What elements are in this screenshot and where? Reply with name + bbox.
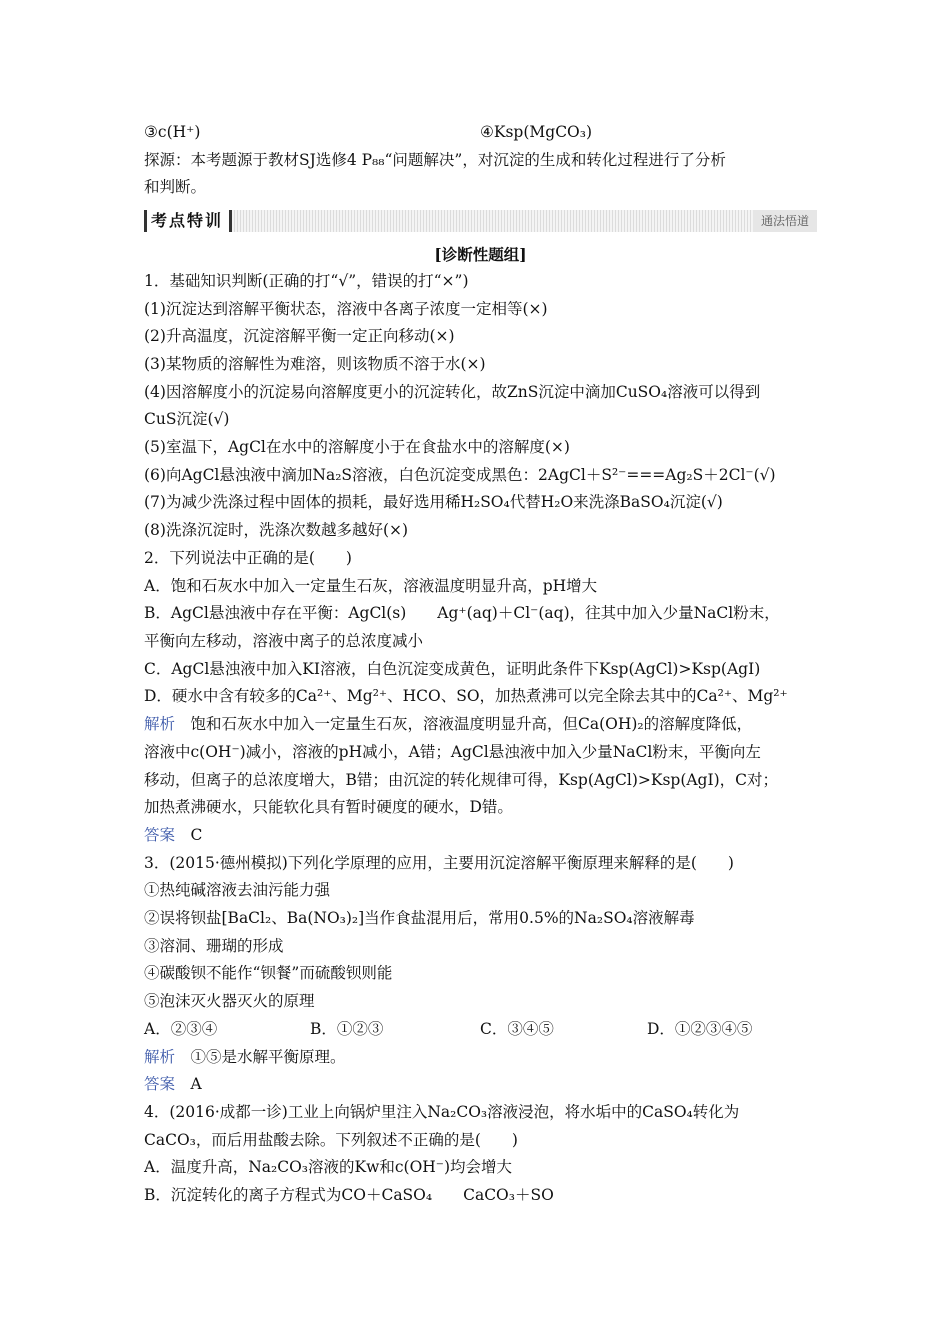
q3-option-b: B．①②③ xyxy=(310,1020,384,1038)
q3-answer-value: A xyxy=(175,1075,202,1093)
q3-option-a: A．②③④ xyxy=(144,1020,218,1038)
q2-option-c: C．AgCl悬浊液中加入KI溶液，白色沉淀变成黄色，证明此条件下Ksp(AgCl)>Ksp(AgI) xyxy=(144,660,761,678)
answer-label: 答案 xyxy=(144,826,176,844)
q3-item-2: ②误将钡盐[BaCl₂、Ba(NO₃)₂]当作食盐混用后，常用0.5%的Na₂SO₄溶液解毒 xyxy=(144,909,695,927)
q2-option-b: B．AgCl悬浊液中存在平衡：AgCl(s) Ag⁺(aq)＋Cl⁻(aq)，往其中加入少量NaCl粉末， xyxy=(144,604,780,622)
q1-item-2: (2)升高温度，沉淀溶解平衡一定正向移动(×) xyxy=(144,327,455,345)
q1-item-3: (3)某物质的溶解性为难溶，则该物质不溶于水(×) xyxy=(144,355,486,373)
q2-analysis-line-3: 移动，但离子的总浓度增大，B错；由沉淀的转化规律可得，Ksp(AgCl)>Ksp(AgI)，C对； xyxy=(144,771,779,789)
q3-answer xyxy=(144,1074,202,1094)
q4-stem-line-2: CaCO₃，而后用盐酸去除。下列叙述不正确的是( ) xyxy=(144,1131,518,1149)
q1-item-1: (1)沉淀达到溶解平衡状态，溶液中各离子浓度一定相等(×) xyxy=(144,300,548,318)
q3-option-d: D．①②③④⑤ xyxy=(647,1020,753,1038)
q2-option-a: A．饱和石灰水中加入一定量生石灰，溶液温度明显升高，pH增大 xyxy=(144,577,598,595)
section-right-label: 通法悟道 xyxy=(753,210,817,232)
q1-item-7: (7)为减少洗涤过程中固体的损耗，最好选用稀H₂SO₄代替H₂O来洗涤BaSO₄沉淀(√) xyxy=(144,493,723,511)
q2-analysis-line-1 xyxy=(144,714,752,734)
q4-option-b: B．沉淀转化的离子方程式为CO＋CaSO₄ CaCO₃＋SO xyxy=(144,1186,554,1204)
q4-option-a: A．温度升高，Na₂CO₃溶液的Kw和c(OH⁻)均会增大 xyxy=(144,1158,513,1176)
q1-item-8: (8)洗涤沉淀时，洗涤次数越多越好(×) xyxy=(144,521,409,539)
q2-option-d: D．硬水中含有较多的Ca²⁺、Mg²⁺、HCO、SO，加热煮沸可以完全除去其中的Ca²⁺、Mg²⁺ xyxy=(144,687,788,705)
section-title: 考点特训 xyxy=(144,210,232,232)
q1-item-4: (4)因溶解度小的沉淀易向溶解度更小的沉淀转化，故ZnS沉淀中滴加CuSO₄溶液可以得到 xyxy=(144,383,761,401)
source-line-2: 和判断。 xyxy=(144,178,207,196)
q3-analysis-text: ①⑤是水解平衡原理。 xyxy=(175,1048,346,1066)
q3-item-4: ④碳酸钡不能作“钡餐”而硫酸钡则能 xyxy=(144,964,393,982)
q3-item-5: ⑤泡沫灭火器灭火的原理 xyxy=(144,992,315,1010)
q2-stem: 2．下列说法中正确的是( ) xyxy=(144,549,352,567)
q1-stem: 1．基础知识判断(正确的打“√”，错误的打“×”) xyxy=(144,272,469,290)
answer-label: 答案 xyxy=(144,1075,176,1093)
q2-analysis-text: 饱和石灰水中加入一定量生石灰，溶液温度明显升高，但Ca(OH)₂的溶解度降低， xyxy=(175,715,753,733)
q4-stem-line-1: 4．(2016·成都一诊)工业上向锅炉里注入Na₂CO₃溶液浸泡，将水垢中的CaSO₄转化为 xyxy=(144,1103,740,1121)
q2-option-b-cont: 平衡向左移动，溶液中离子的总浓度减小 xyxy=(144,632,424,650)
q3-item-3: ③溶洞、珊瑚的形成 xyxy=(144,937,284,955)
q1-item-4-cont: CuS沉淀(√) xyxy=(144,410,230,428)
group-title: [诊断性题组] xyxy=(434,245,527,264)
q2-analysis-line-4: 加热煮沸硬水，只能软化具有暂时硬度的硬水，D错。 xyxy=(144,798,513,816)
source-line-1: 探源：本考题源于教材SJ选修4 P₈₈“问题解决”，对沉淀的生成和转化过程进行了分析 xyxy=(144,151,726,169)
q3-analysis xyxy=(144,1047,346,1067)
analysis-label: 解析 xyxy=(144,1048,176,1066)
q2-answer xyxy=(144,825,202,845)
q3-stem: 3．(2015·德州模拟)下列化学原理的应用，主要用沉淀溶解平衡原理来解释的是( ) xyxy=(144,854,734,872)
top-item-4: ④Ksp(MgCO₃) xyxy=(480,123,593,141)
q3-item-1: ①热纯碱溶液去油污能力强 xyxy=(144,881,331,899)
q2-analysis-line-2: 溶液中c(OH⁻)减小，溶液的pH减小，A错；AgCl悬浊液中加入少量NaCl粉末，平衡向左 xyxy=(144,743,761,761)
q1-item-6: (6)向AgCl悬浊液中滴加Na₂S溶液，白色沉淀变成黑色：2AgCl＋S²⁻===Ag₂S＋2Cl⁻(√) xyxy=(144,466,776,484)
q1-item-5: (5)室温下，AgCl在水中的溶解度小于在食盐水中的溶解度(×) xyxy=(144,438,570,456)
q2-answer-value: C xyxy=(175,826,203,844)
section-header-bar xyxy=(144,210,817,232)
analysis-label: 解析 xyxy=(144,715,176,733)
top-item-3: ③c(H⁺) xyxy=(144,123,201,141)
q3-option-c: C．③④⑤ xyxy=(480,1020,554,1038)
